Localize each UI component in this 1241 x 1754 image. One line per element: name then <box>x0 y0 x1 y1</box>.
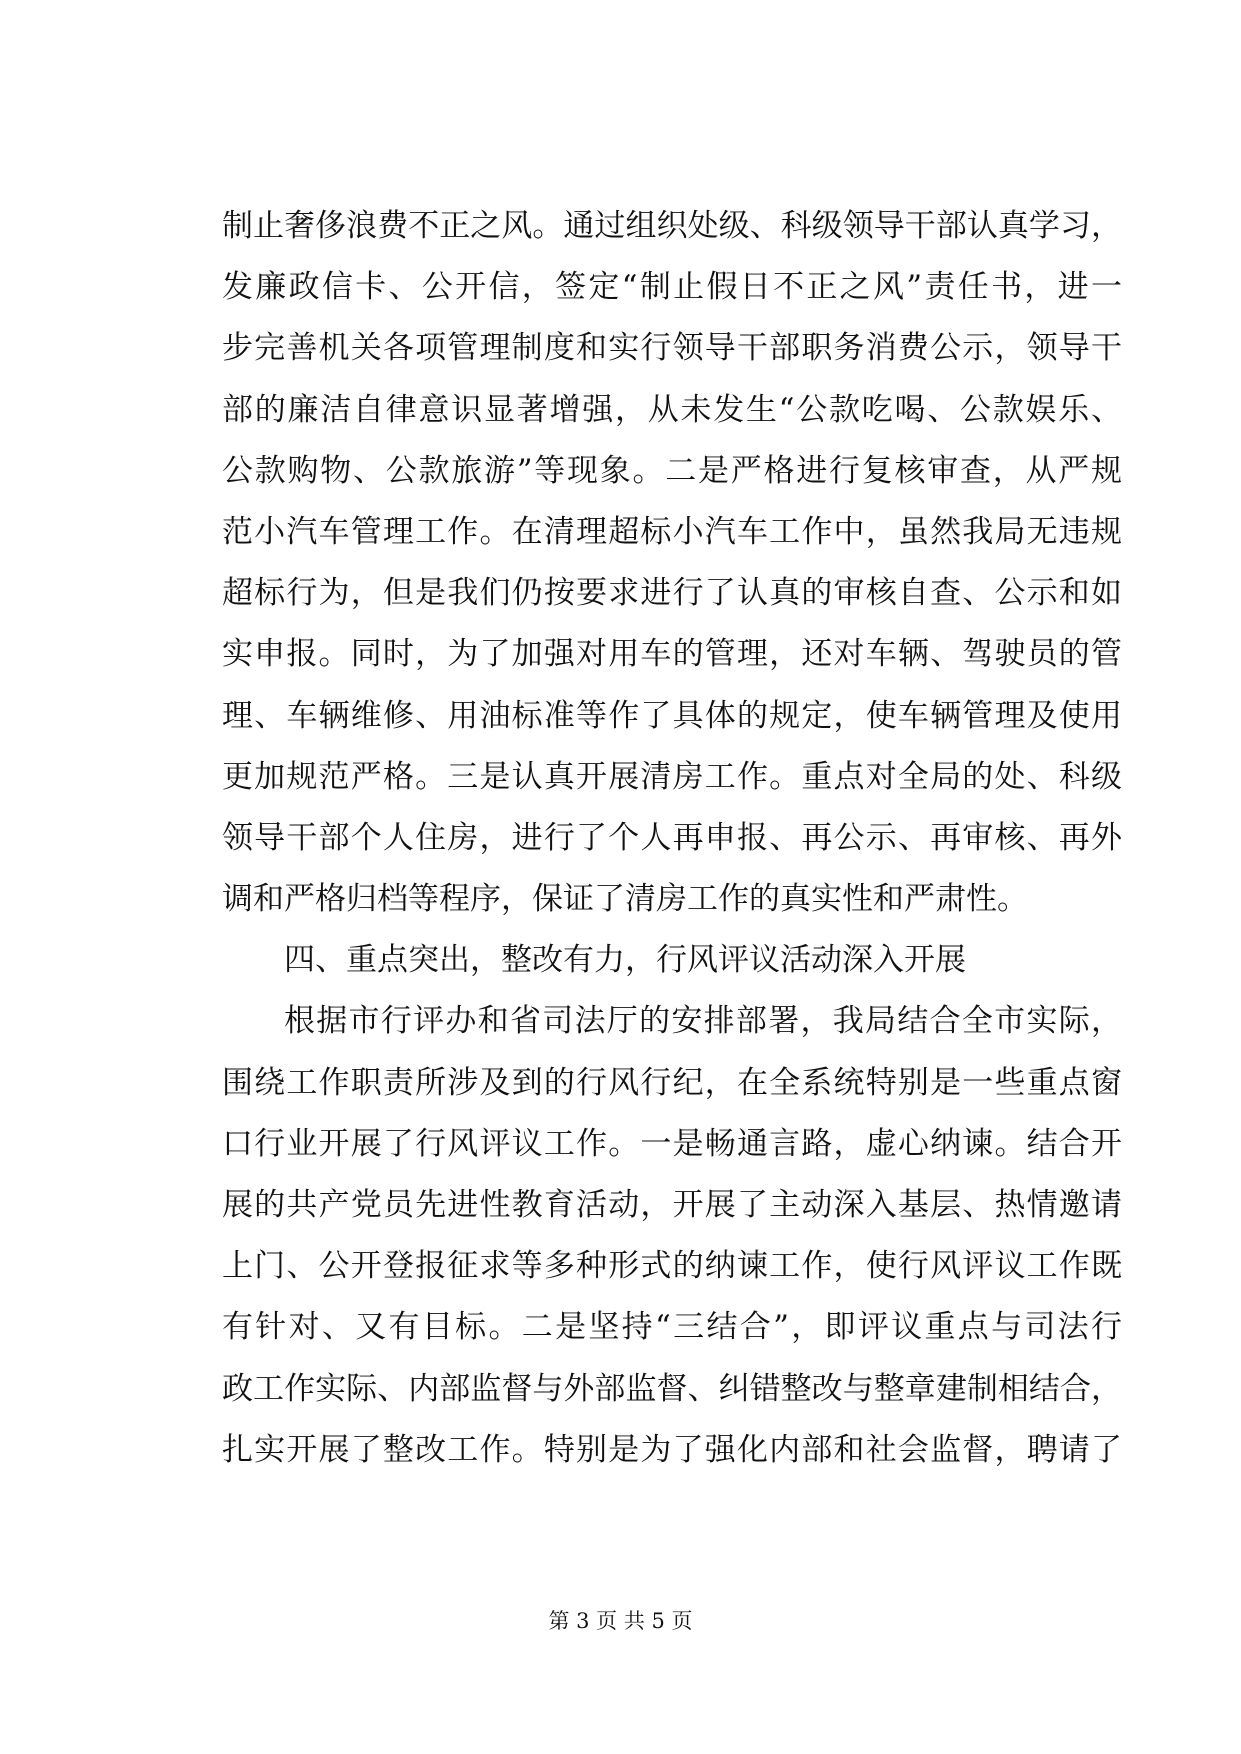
text-line: 发廉政信卡、公开信，签定“制止假日不正之风”责任书，进一 <box>222 269 1122 306</box>
text-line: 扎实开展了整改工作。特别是为了强化内部和社会监督，聘请了 <box>222 1431 1122 1468</box>
text-line: 围绕工作职责所涉及到的行风行纪，在全系统特别是一些重点窗 <box>222 1064 1122 1101</box>
text-line: 步完善机关各项管理制度和实行领导干部职务消费公示，领导干 <box>222 330 1122 367</box>
text-line: 展的共产党员先进性教育活动，开展了主动深入基层、热情邀请 <box>222 1187 1122 1223</box>
text-line: 实申报。同时，为了加强对用车的管理，还对车辆、驾驶员的管 <box>222 636 1122 673</box>
text-line: 范小汽车管理工作。在清理超标小汽车工作中，虽然我局无违规 <box>222 513 1122 550</box>
text-line: 超标行为，但是我们仍按要求进行了认真的审核自查、公示和如 <box>222 575 1122 612</box>
text-line: 口行业开展了行风评议工作。一是畅通言路，虚心纳谏。结合开 <box>222 1125 1122 1162</box>
text-line: 领导干部个人住房，进行了个人再申报、再公示、再审核、再外 <box>222 819 1122 856</box>
text-line: 根据市行评办和省司法厅的安排部署，我局结合全市实际， <box>284 1003 1122 1040</box>
text-line: 政工作实际、内部监督与外部监督、纠错整改与整章建制相结合， <box>222 1370 1122 1407</box>
page-number: 第 3 页 共 5 页 <box>548 1609 693 1633</box>
text-line: 公款购物、公款旅游”等现象。二是严格进行复核审查，从严规 <box>222 452 1122 489</box>
body-text <box>222 196 1122 1481</box>
text-line: 部的廉洁自律意识显著增强，从未发生“公款吃喝、公款娱乐、 <box>222 391 1122 428</box>
text-line: 更加规范严格。三是认真开展清房工作。重点对全局的处、科级 <box>222 758 1122 795</box>
text-line: 上门、公开登报征求等多种形式的纳谏工作，使行风评议工作既 <box>222 1248 1122 1285</box>
text-line: 调和严格归档等程序，保证了清房工作的真实性和严肃性。 <box>222 881 1028 918</box>
text-line: 有针对、又有目标。二是坚持“三结合”，即评议重点与司法行 <box>222 1309 1122 1346</box>
section-heading: 四、重点突出，整改有力，行风评议活动深入开展 <box>284 942 966 979</box>
text-line: 制止奢侈浪费不正之风。通过组织处级、科级领导干部认真学习， <box>222 208 1122 244</box>
text-line: 理、车辆维修、用油标准等作了具体的规定，使车辆管理及使用 <box>222 697 1122 734</box>
